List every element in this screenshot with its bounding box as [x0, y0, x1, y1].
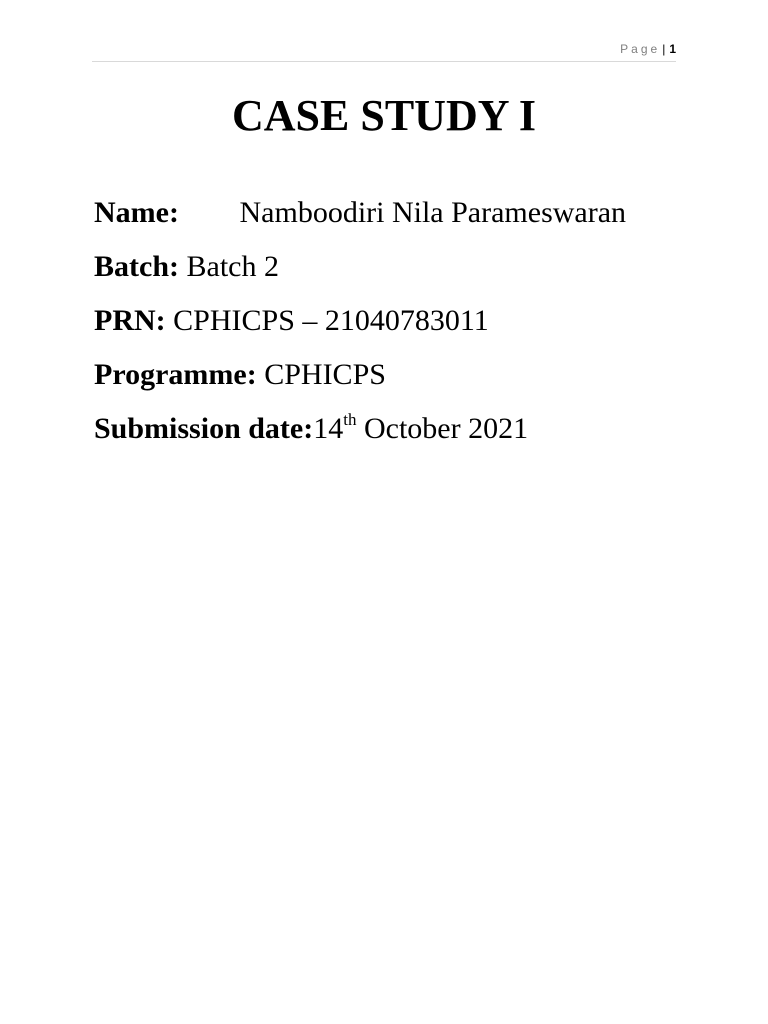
submission-month-year: October 2021 [363, 412, 529, 445]
name-field [94, 186, 704, 240]
name-label: Name: [94, 196, 179, 229]
programme-value: CPHICPS [264, 358, 386, 391]
document-title: CASE STUDY I [231, 91, 536, 140]
submission-day: 14 [313, 412, 344, 445]
prn-value: CPHICPS – 21040783011 [173, 304, 489, 337]
programme-label: Programme: [94, 358, 257, 391]
programme-field [94, 348, 704, 402]
page-word: Page [620, 42, 661, 56]
cover-details [94, 186, 704, 456]
prn-field [94, 294, 704, 348]
batch-value: Batch 2 [186, 250, 279, 283]
page-separator: | [662, 42, 666, 56]
page-header [620, 42, 676, 56]
submission-date-field [94, 402, 704, 456]
header-divider [92, 61, 676, 62]
batch-field [94, 240, 704, 294]
prn-label: PRN: [94, 304, 166, 337]
submission-ordinal: th [343, 410, 357, 429]
name-value: Namboodiri Nila Parameswaran [239, 196, 627, 229]
submission-date-label: Submission date: [94, 412, 314, 445]
batch-label: Batch: [94, 250, 179, 283]
page-number: 1 [669, 42, 676, 56]
